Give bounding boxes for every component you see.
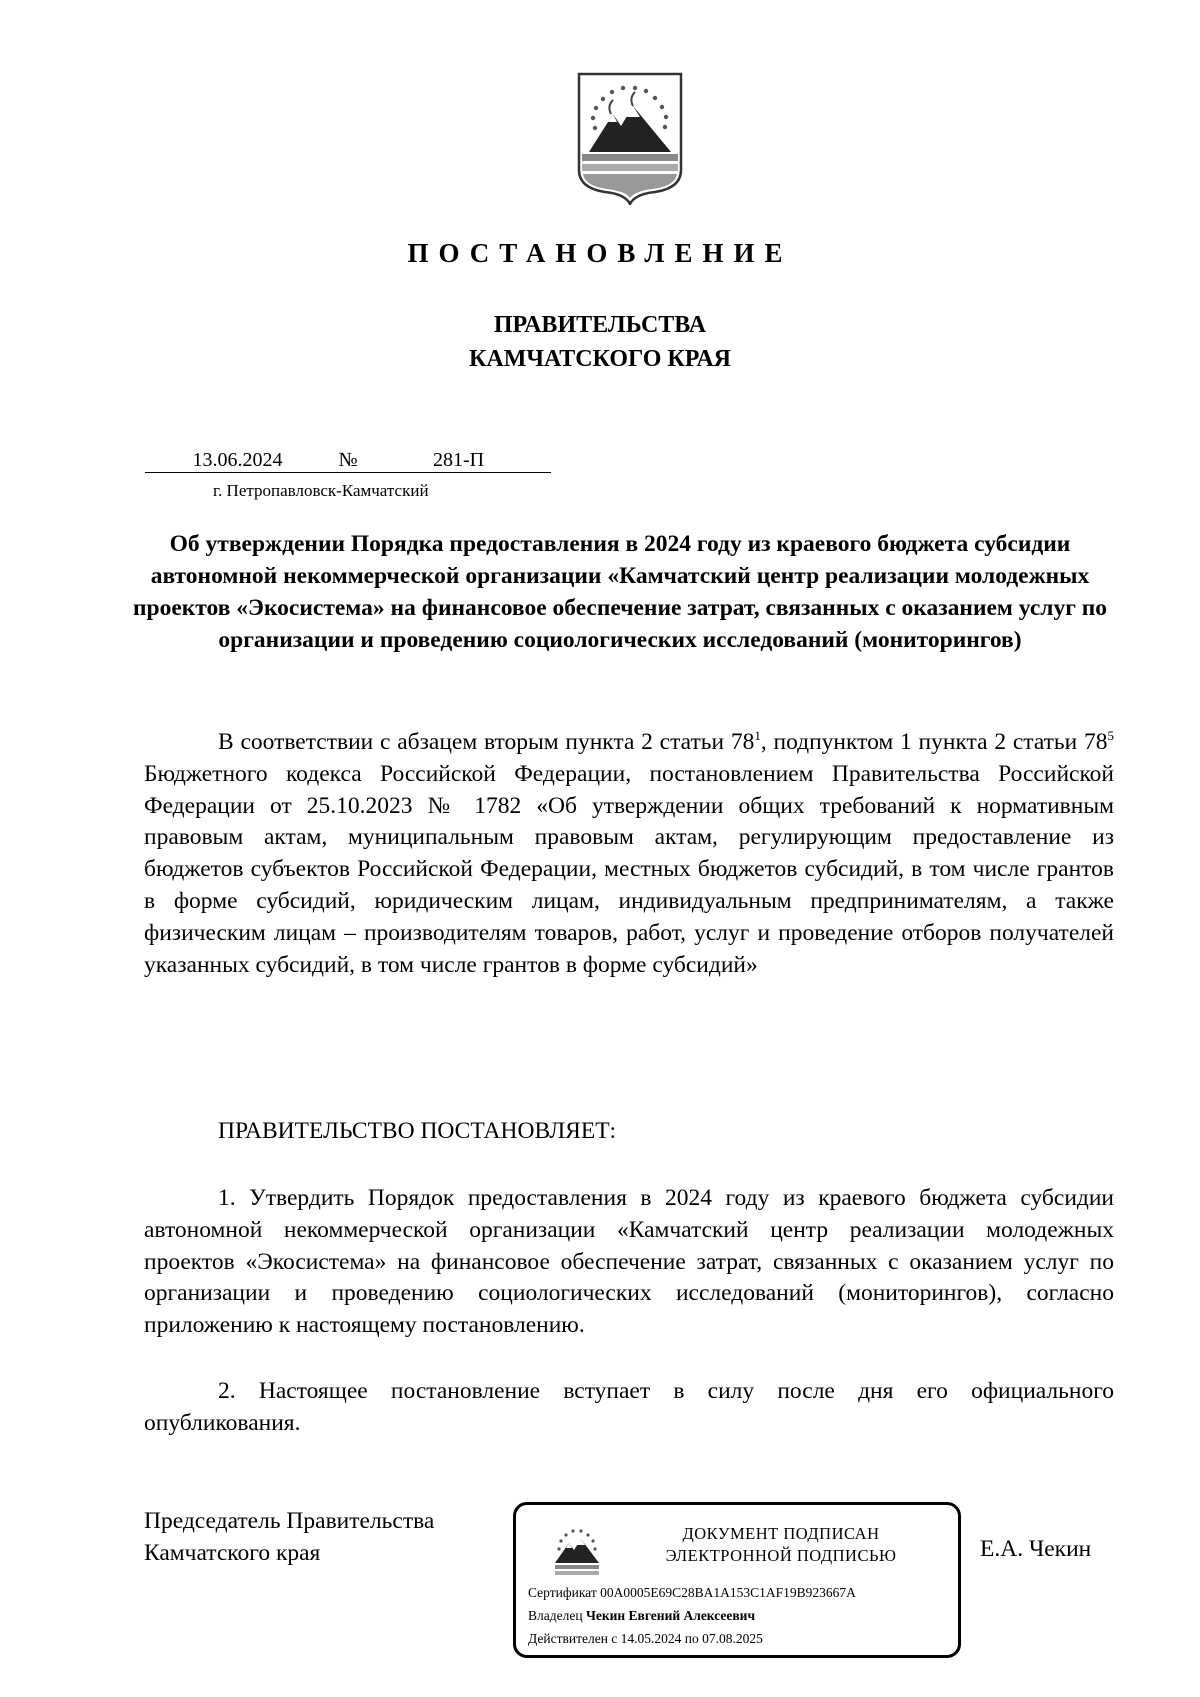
- valid-to: 07.08.2025: [702, 1631, 763, 1646]
- signatory-name: Е.А. Чекин: [980, 1536, 1092, 1562]
- stamp-heading: [626, 1523, 936, 1567]
- stamp-certificate: [528, 1585, 856, 1601]
- document-title: Об утверждении Порядка предоставления в 2024 году из краевого бюджета субсидии автономной некоммерческой организации «Камчатский центр реализации молодежных проектов «Экосистема» на финансовое обеспечение затрат, связанных с оказанием услуг по организации и проведению социологических исследований (мониторингов): [132, 531, 1108, 653]
- item-2-paragraph: 2. Настоящее постановление вступает в силу после дня его официального опубликования.: [144, 1378, 1114, 1436]
- owner-value: Чекин Евгений Алексеевич: [585, 1608, 756, 1623]
- owner-label: Владелец: [528, 1608, 583, 1623]
- issuer-heading: [0, 308, 1200, 376]
- valid-to-label: по: [684, 1631, 699, 1646]
- document-date: 13.06.2024: [145, 448, 330, 473]
- preamble-superscript-2: 5: [1107, 728, 1114, 744]
- preamble-text-part-2: , подпунктом 1 пункта 2 статьи 78: [760, 729, 1108, 755]
- kamchatka-emblem-icon: [551, 1525, 603, 1577]
- preamble-text-part-1: В соответствии с абзацем вторым пункта 2 статьи 78: [218, 729, 755, 755]
- signatory-position: [144, 1505, 434, 1569]
- valid-from: 14.05.2024: [620, 1631, 682, 1646]
- electronic-signature-stamp: [513, 1502, 961, 1658]
- document-date-number-row: [145, 448, 551, 473]
- document-number: 281-П: [366, 448, 551, 473]
- stamp-validity: [528, 1631, 763, 1647]
- signatory-position-line-2: Камчатского края: [144, 1540, 321, 1566]
- certificate-value: 00A0005E69C28BA1A153C1AF19B923667A: [600, 1585, 856, 1600]
- issuer-line-1: ПРАВИТЕЛЬСТВА: [493, 312, 707, 338]
- kamchatka-coat-of-arms-icon: [575, 70, 685, 205]
- preamble-text-part-3: Бюджетного кодекса Российской Федерации, постановлением Правительства Российской Федерации от 25.10.2023 № 1782 «Об утверждении общих требований к нормативным правовым актам, муниципальным правовым актам, регулирующим предоставление из бюджетов субъектов Российской Федерации, местных бюджетов субсидий, в том числе грантов в форме субсидий, юридическим лицам, индивидуальным предпринимателям, а также физическим лицам – производителям товаров, работ, услуг и проведение отборов получателей указанных субсидий, в том числе грантов в форме субсидий»: [144, 760, 1114, 978]
- number-sign: №: [330, 448, 366, 473]
- resolves-heading: ПРАВИТЕЛЬСТВО ПОСТАНОВЛЯЕТ:: [218, 1118, 617, 1144]
- signatory-position-line-1: Председатель Правительства: [144, 1508, 435, 1534]
- stamp-heading-line-1: ДОКУМЕНТ ПОДПИСАН: [682, 1524, 880, 1543]
- item-1-paragraph: 1. Утвердить Порядок предоставления в 2024 году из краевого бюджета субсидии автономной некоммерческой организации «Камчатский центр реализации молодежных проектов «Экосистема» на финансовое обеспечение затрат, связанных с оказанием услуг по организации и проведению социологических исследований (мониторингов), согласно приложению к настоящему постановлению.: [144, 1185, 1114, 1339]
- issuer-line-2: КАМЧАТСКОГО КРАЯ: [468, 346, 732, 372]
- document-city: г. Петропавловск-Камчатский: [213, 481, 429, 500]
- preamble-superscript-1: 1: [754, 728, 761, 744]
- document-type-heading: ПОСТАНОВЛЕНИЕ: [407, 238, 793, 268]
- preamble-paragraph: [144, 727, 1114, 981]
- stamp-owner: [528, 1608, 755, 1624]
- certificate-label: Сертификат: [528, 1585, 597, 1600]
- stamp-heading-line-2: ЭЛЕКТРОННОЙ ПОДПИСЬЮ: [665, 1546, 897, 1565]
- validity-label: Действителен с: [528, 1631, 618, 1646]
